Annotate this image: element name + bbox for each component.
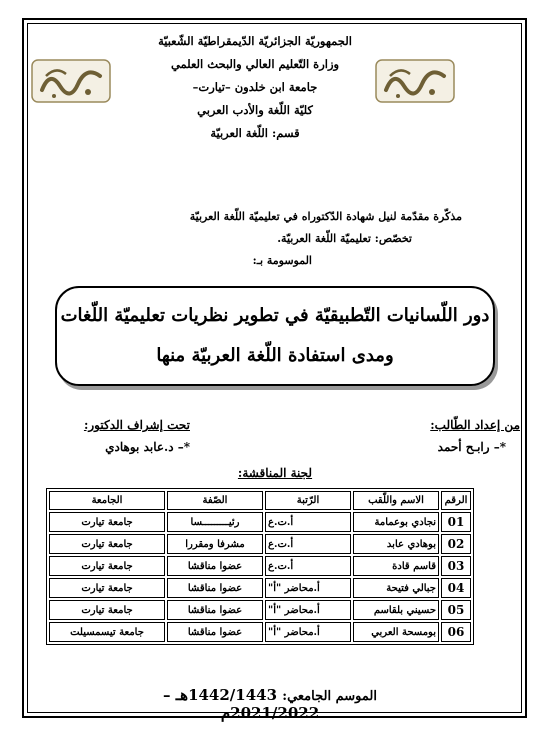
- member-university: جامعة تيارت: [49, 534, 165, 554]
- thesis-title-line-2: ومدى استفادة اللّغة العربيّة منها: [156, 345, 394, 366]
- header-number: الرقم: [441, 491, 471, 510]
- table-header-row: [49, 491, 471, 510]
- member-rank: أ.ت.ع: [265, 556, 351, 576]
- memo-titled: الموسومة بـ:: [252, 254, 312, 267]
- member-rank: أ.محاضر "أ": [265, 622, 351, 642]
- row-number: 03: [441, 556, 471, 576]
- committee-table: [46, 488, 474, 645]
- table-row: [49, 556, 471, 576]
- seal-emblem: [30, 56, 112, 106]
- member-name: بوهادي عابد: [353, 534, 439, 554]
- student-name: *– رابـح أحمد: [437, 440, 506, 454]
- university-seal-left: [30, 56, 112, 106]
- faculty-line: كليّة اللّغة والأدب العربي: [197, 103, 313, 117]
- member-role: عضوا مناقشا: [167, 578, 263, 598]
- supervisor-name: *– د.عابد بوهادي: [105, 440, 190, 454]
- member-rank: أ.محاضر "أ": [265, 578, 351, 598]
- member-role: مشرفا ومقررا: [167, 534, 263, 554]
- table-row: [49, 512, 471, 532]
- row-number: 01: [441, 512, 471, 532]
- member-university: جامعة تيارت: [49, 578, 165, 598]
- season-value: 1442/1443هـ –2021/2022م: [163, 686, 320, 722]
- member-rank: أ.محاضر "أ": [265, 600, 351, 620]
- member-role: عضوا مناقشا: [167, 556, 263, 576]
- member-name: قاسم قادة: [353, 556, 439, 576]
- department-line: قسم: اللّغة العربيّة: [210, 126, 300, 140]
- header-university: الجامعة: [49, 491, 165, 510]
- member-role: عضوا مناقشا: [167, 622, 263, 642]
- academic-season: [120, 686, 420, 722]
- prepared-by: [380, 414, 520, 458]
- season-label: الموسم الجامعي:: [282, 689, 377, 704]
- row-number: 02: [441, 534, 471, 554]
- supervised-by: [30, 414, 190, 458]
- member-name: جبالي فتيحة: [353, 578, 439, 598]
- member-name: حسيني بلقاسم: [353, 600, 439, 620]
- ministry-line: وزارة التّعليم العالي والبحث العلمي: [170, 57, 340, 71]
- member-role: رئيـــــــــسا: [167, 512, 263, 532]
- member-role: عضوا مناقشا: [167, 600, 263, 620]
- member-rank: أ.ت.ع: [265, 512, 351, 532]
- memo-purpose: مذكّرة مقدّمة لنيل شهادة الدّكتوراه في تعليميّة اللّغة العربيّة: [189, 210, 462, 223]
- member-name: بومسحة العربي: [353, 622, 439, 642]
- republic-line: الجمهوريّة الجزائريّة الدّيمقراطيّة الشّعبيّة: [158, 34, 352, 48]
- table-row: [49, 622, 471, 642]
- memo-description: [82, 206, 462, 272]
- row-number: 05: [441, 600, 471, 620]
- university-seal-right: [374, 56, 456, 106]
- member-name: نجادي بوعمامة: [353, 512, 439, 532]
- row-number: 06: [441, 622, 471, 642]
- thesis-title-box: [55, 286, 495, 386]
- institution-header: [130, 30, 380, 145]
- header-name: الاسم واللّقب: [353, 491, 439, 510]
- prepared-by-label: من إعداد الطّالب:: [430, 418, 520, 432]
- table-row: [49, 534, 471, 554]
- committee-title: لجنة المناقشة:: [237, 466, 313, 480]
- member-rank: أ.ت.ع: [265, 534, 351, 554]
- member-university: جامعة تيسمسيلت: [49, 622, 165, 642]
- header-role: الصّفة: [167, 491, 263, 510]
- header-rank: الرّتبة: [265, 491, 351, 510]
- memo-specialty: تخصّص: تعليميّة اللّغة العربيّة.: [277, 232, 412, 245]
- member-university: جامعة تيارت: [49, 600, 165, 620]
- thesis-title-line-1: دور اللّسانيات التّطبيقيّة في تطوير نظريات تعليميّة اللّغات: [60, 305, 490, 326]
- table-row: [49, 600, 471, 620]
- member-university: جامعة تيارت: [49, 512, 165, 532]
- supervised-by-label: تحت إشراف الدكتور:: [83, 418, 190, 432]
- member-university: جامعة تيارت: [49, 556, 165, 576]
- row-number: 04: [441, 578, 471, 598]
- table-row: [49, 578, 471, 598]
- seal-emblem: [374, 56, 456, 106]
- university-line: جامعة ابن خلدون –تيارت–: [192, 80, 318, 94]
